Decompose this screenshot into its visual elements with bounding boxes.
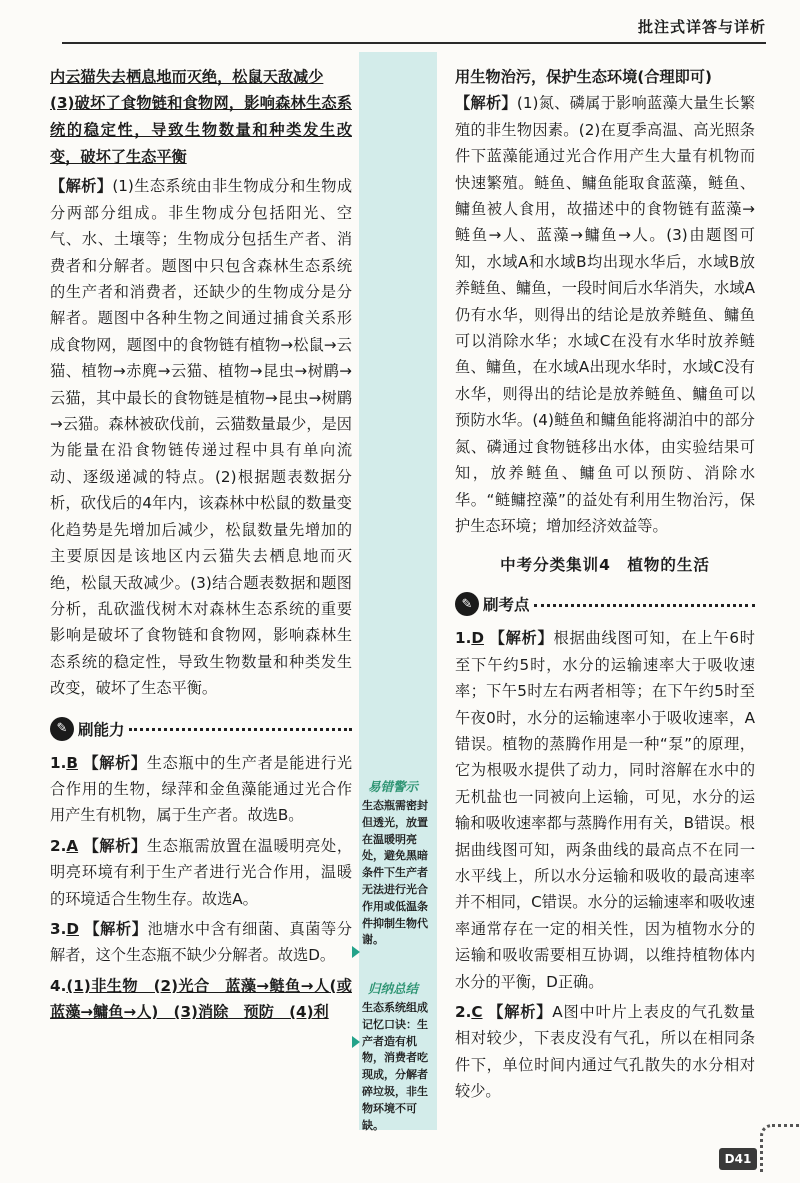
- question-1: [50, 750, 352, 829]
- pen-icon: ✎: [50, 717, 74, 741]
- question-number: 4.: [50, 976, 67, 995]
- note-text: 生态系统组成记忆口诀：生产者造有机物，消费者吃现成，分解者碎垃圾，非生物环境不可缺。: [362, 1001, 428, 1132]
- analysis-tag: 【解析】: [455, 94, 517, 113]
- question-number: 3.: [50, 919, 67, 938]
- answer-letter: D: [66, 919, 79, 938]
- annotation-strip: [359, 52, 437, 1130]
- pen-icon: ✎: [455, 592, 479, 616]
- analysis-text: (1)生态系统由非生物成分和生物成分两部分组成。非生物成分包括阳光、空气、水、土壤等；生物成分包括生产者、消费者和分解者。题图中只包含森林生态系统的生产者和消费者，还缺少的生物成分是分解者。题图中各种生物之间通过捕食关系形成食物网，题图中的食物链有植物→松鼠→云猫、植物→赤麂→云猫、植物→昆虫→树鹛→云猫，其中最长的食物链是植物→昆虫→树鹛→云猫。森林被砍伐前，云猫数量最少，是因为能量在沿食物链传递过程中具有单向流动、逐级递减的特点。(2)根据题表数据分析，砍伐后的4年内，该森林中松鼠的数量变化趋势是先增加后减少，松鼠数量先增加的主要原因是该地区内云猫失去栖息地而灭绝，松鼠天敌减少。(3)结合题表数据和题图分析，乱砍滥伐树木对森林生态系统的重要影响是破坏了食物链和食物网，影响森林生态系统的稳定性，导致生物数量和种类发生改变，破坏了生态平衡。: [50, 177, 353, 698]
- answer-letter: A: [66, 836, 79, 855]
- question-number: 2.: [455, 1003, 472, 1021]
- question-analysis: 根据曲线图可知，在上午6时至下午约5时，水分的运输速率大于吸收速率；下午5时左右两者相等；在下午约5时至午夜0时，水分的运输速率小于吸收速率，A错误。植物的蒸腾作用是一种“泵”的原理，它为根吸水提供了动力，同时溶解在水中的无机盐也一同被向上运输，可见，水分的运输和吸收速率都与蒸腾作用有关，B错误。根据曲线图可知，两条曲线的最高点不在同一水平线上，所以水分运输和吸收的最高速率并不相同，C错误。水分的运输速率和吸收速率通常存在一定的相关性，因为植物水分的运输和吸收需要相互协调，以维持植物体内水分的平衡，D正确。: [455, 629, 755, 991]
- section-header-points: [455, 587, 755, 621]
- analysis-text: (1)氮、磷属于影响蓝藻大量生长繁殖的非生物因素。(2)在夏季高温、高光照条件下蓝藻能通过光合作用产生大量有机物而快速繁殖。鲢鱼、鳙鱼能取食蓝藻，鲢鱼、鳙鱼被人食用，故描述中的食物链有蓝藻→鲢鱼→人、蓝藻→鳙鱼→人。(3)由题图可知，水域A和水域B均出现水华后，水域B放养鲢鱼、鳙鱼，一段时间后水华消失，水域A仍有水华，则得出的结论是放养鲢鱼、鳙鱼可以消除水华；水域C在没有水华时放养鲢鱼、鳙鱼，在水域A出现水华时，水域C没有水华，则得出的结论是放养鲢鱼、鳙鱼可以预防水华。(4)鲢鱼和鳙鱼能将湖泊中的部分氮、磷通过食物链移出水体，由实验结果可知，放养鲢鱼、鳙鱼可以预防、消除水华。“鲢鳙控藻”的益处有利用生物治污，保护生态环境；增加经济效益等。: [455, 94, 756, 535]
- answer-letter: C: [471, 1003, 483, 1021]
- section-title: 刷考点: [483, 596, 530, 615]
- dotted-rule: [129, 728, 352, 731]
- arrow-icon: [352, 946, 360, 958]
- dotted-rule: [534, 604, 755, 607]
- analysis-tag: 【解析】: [50, 177, 113, 196]
- right-column: [455, 64, 755, 1105]
- answer-letter: B: [66, 753, 78, 772]
- analysis-paragraph: [455, 90, 755, 539]
- question-1: [455, 625, 755, 995]
- error-warning-note: [362, 778, 436, 949]
- question-analysis: 生态瓶中的生产者是能进行光合作用的生物，绿萍和金鱼藻能通过光合作用产生有机物，属于生产者。故选B。: [50, 753, 353, 825]
- analysis-tag: 【解析】: [489, 629, 554, 648]
- analysis-tag: 【解析】: [84, 919, 148, 938]
- analysis-tag: 【解析】: [488, 1003, 553, 1021]
- analysis-tag: 【解析】: [83, 836, 147, 855]
- left-column: [50, 64, 352, 1026]
- note-text: 生态瓶需密封但透光，放置在温暖明亮处，避免黑暗条件下生产者无法进行光合作用或低温条件抑制生物代谢。: [362, 799, 428, 947]
- question-4: [50, 973, 352, 1026]
- page-number: D41: [719, 1148, 757, 1170]
- question-analysis: 池塘水中含有细菌、真菌等分解者，这个生态瓶不缺少分解者。故选D。: [50, 919, 353, 965]
- question-number: 1.: [50, 753, 67, 772]
- question-analysis: 生态瓶需放置在温暖明亮处，明亮环境有利于生产者进行光合作用，温暖的环境适合生物生存。故选A。: [50, 836, 353, 908]
- question-number: 2.: [50, 836, 67, 855]
- section-title: 刷能力: [78, 720, 125, 739]
- question-2: [50, 833, 352, 912]
- answer-letter: D: [471, 629, 484, 648]
- analysis-tag: 【解析】: [83, 753, 147, 772]
- question-analysis: A图中叶片上表皮的气孔数量相对较少，下表皮没有气孔，所以在相同条件下，单位时间内通过气孔散失的水分相对较少。: [455, 1003, 756, 1101]
- page-header-title: 批注式详答与详析: [637, 18, 766, 36]
- note-title: 易错警示: [368, 779, 419, 794]
- note-title: 归纳总结: [368, 981, 419, 996]
- answer-part-3: (3)破坏了食物链和食物网，影响森林生态系统的稳定性，导致生物数量和种类发生改变，破坏了生态平衡: [50, 94, 352, 167]
- answer-continuation: 用生物治污，保护生态环境(合理即可): [455, 68, 712, 86]
- question-2: [455, 999, 755, 1105]
- question-answer: (1)非生物 (2)光合 蓝藻→鲢鱼→人(或蓝藻→鳙鱼→人) (3)消除 预防 (4)利: [50, 976, 352, 1022]
- summary-note: [362, 980, 436, 1134]
- header-divider: [62, 42, 766, 44]
- question-number: 1.: [455, 629, 472, 648]
- analysis-paragraph: [50, 173, 352, 701]
- chapter-title: 中考分类集训4 植物的生活: [500, 556, 710, 575]
- question-3: [50, 916, 352, 969]
- answer-continuation: 内云猫失去栖息地而灭绝，松鼠天敌减少: [50, 68, 324, 86]
- corner-ornament: [760, 1124, 799, 1173]
- section-header-ability: [50, 712, 352, 746]
- arrow-icon: [352, 1036, 360, 1048]
